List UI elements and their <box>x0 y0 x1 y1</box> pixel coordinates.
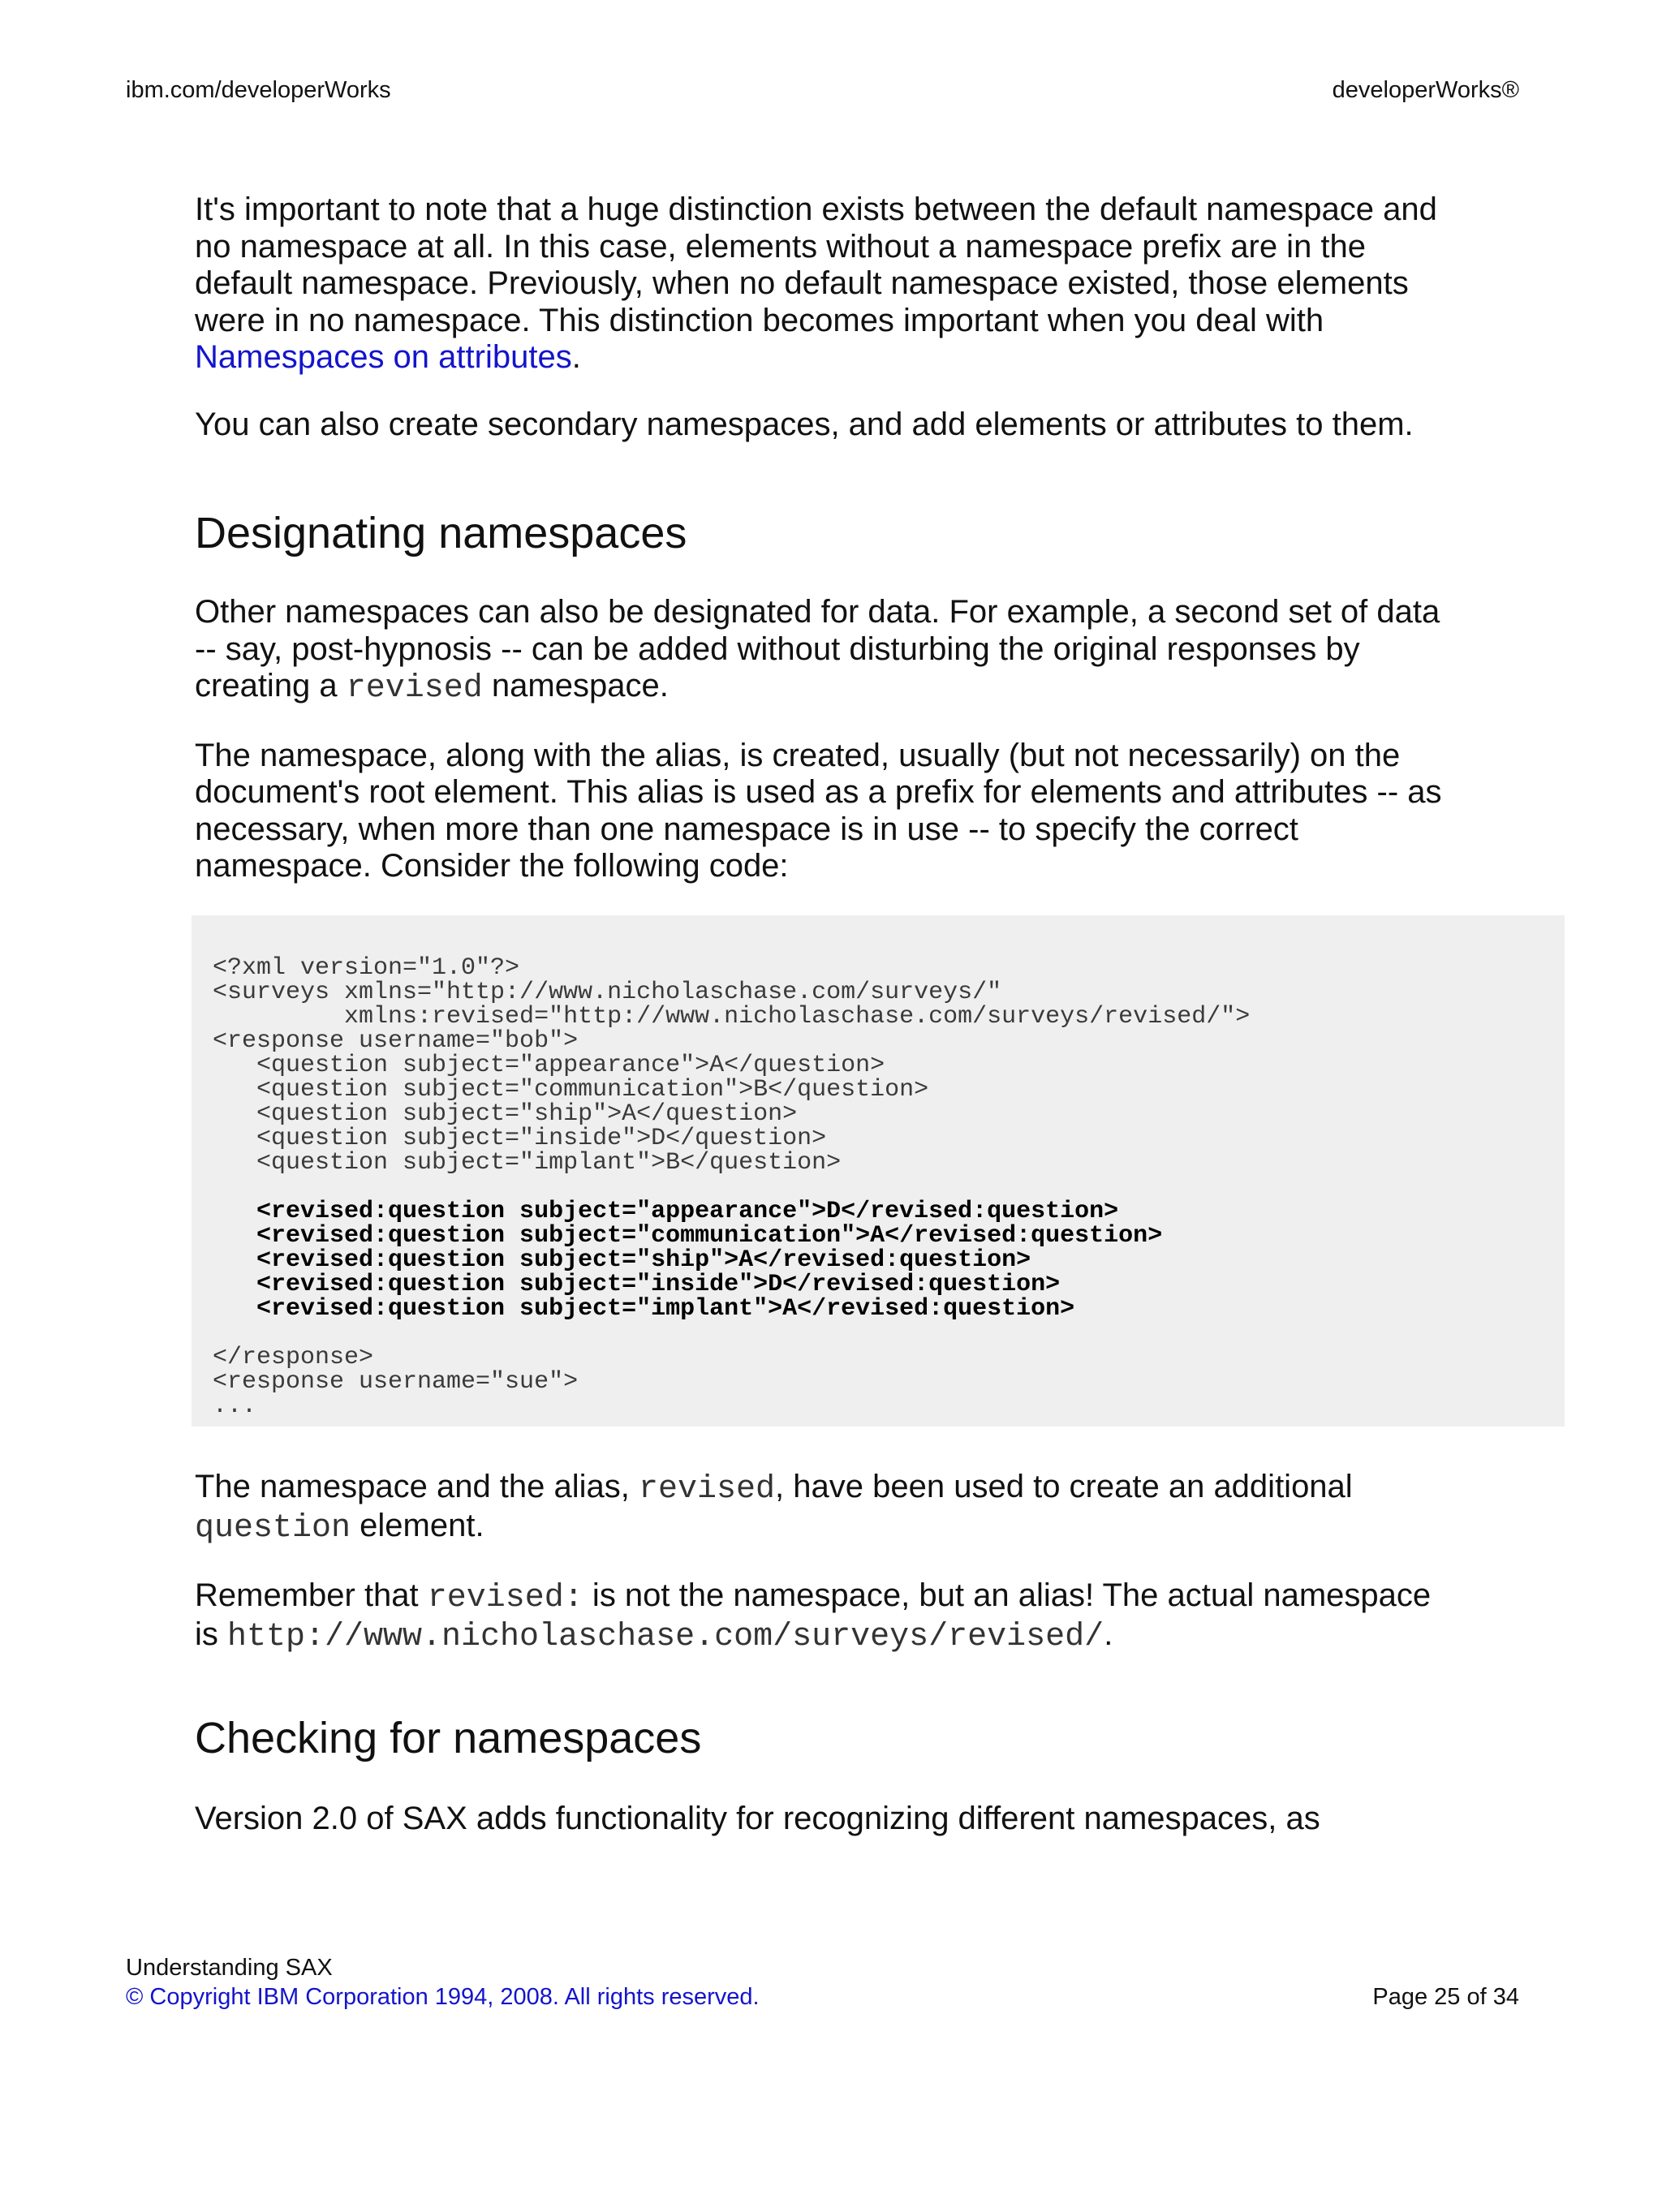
footer-page-number: Page 25 of 34 <box>1372 1984 1519 2010</box>
paragraph-text: . <box>1104 1616 1113 1652</box>
inline-code-revised: revised <box>346 670 483 707</box>
inline-code-question: question <box>195 1510 351 1547</box>
heading-designating-namespaces: Designating namespaces <box>195 509 687 557</box>
paragraph-sax-version: Version 2.0 of SAX adds functionality for recognizing different namespaces, as <box>195 1800 1320 1836</box>
paragraph-default-namespace <box>195 192 1445 377</box>
paragraph-alias-reminder <box>195 1577 1445 1656</box>
paragraph-other-namespaces <box>195 594 1445 708</box>
paragraph-text: It's important to note that a huge distinction exists between the default namespace and no namespace at all. In this case, elements without a namespace prefix are in the default namespace. Previously, when no default namespace existed, those elements were in no namespace. This distinction becomes important when you deal with <box>195 192 1437 338</box>
paragraph-text: , have been used to create an additional <box>775 1468 1353 1504</box>
code-lines-closing: </response> <response username="sue"> ... <box>213 1343 579 1420</box>
paragraph-end: namespace. <box>482 668 669 704</box>
header-brand: developerWorks® <box>1332 77 1519 103</box>
paragraph-text: The namespace and the alias, <box>195 1468 639 1504</box>
inline-code-revised: revised <box>639 1470 776 1508</box>
inline-code-revised-prefix: revised: <box>427 1579 583 1616</box>
paragraph-text: Remember that <box>195 1577 428 1613</box>
document-content <box>195 192 1445 1867</box>
footer-copyright-link[interactable]: © Copyright IBM Corporation 1994, 2008. All rights reserved. <box>126 1984 760 2010</box>
code-block <box>192 915 1565 1427</box>
code-lines-plain: <?xml version="1.0"?> <surveys xmlns="http://www.nicholaschase.com/surveys/" xmlns:revised="http://www.nicholaschase.com/surveys/revised/"> <response username="bob"> <question subject="appearance">A</question> <question subject="communication">B</question> <question subject="ship">A</question> <question subject="inside">D</question> <question subject="implant">B</question> <box>213 953 1251 1177</box>
heading-checking-for-namespaces: Checking for namespaces <box>195 1713 702 1762</box>
paragraph-end: . <box>571 339 581 375</box>
header-site-url: ibm.com/developerWorks <box>126 77 391 103</box>
paragraph-text: is not the namespace, but an alias! The actual namespace is <box>195 1577 1432 1652</box>
paragraph-text: element. <box>351 1508 484 1543</box>
inline-code-namespace-url: http://www.nicholaschase.com/surveys/revised/ <box>227 1619 1104 1655</box>
paragraph-alias-explanation: The namespace, along with the alias, is created, usually (but not necessarily) on the document's root element. This alias is used as a prefix for elements and attributes -- as necessary, when more than one namespace is in use -- to specify the correct namespace. Consider the following code: <box>195 737 1442 884</box>
footer-document-title: Understanding SAX <box>126 1955 333 1981</box>
code-lines-bold: <revised:question subject="appearance">D</revised:question> <revised:question subject="communication">A</revised:question> <revised:question subject="ship">A</revised:question> <revised:question subject="inside">D</revised:question> <revised:question subject="implant">A</revised:question> <box>256 1197 1163 1323</box>
namespaces-on-attributes-link[interactable]: Namespaces on attributes <box>195 339 572 375</box>
paragraph-text: Other namespaces can also be designated for data. For example, a second set of data -- say, post-hypnosis -- can be added without disturbing the original responses by creating a <box>195 594 1440 704</box>
paragraph-secondary-namespaces: You can also create secondary namespaces, and add elements or attributes to them. <box>195 406 1414 442</box>
paragraph-alias-usage <box>195 1469 1445 1547</box>
